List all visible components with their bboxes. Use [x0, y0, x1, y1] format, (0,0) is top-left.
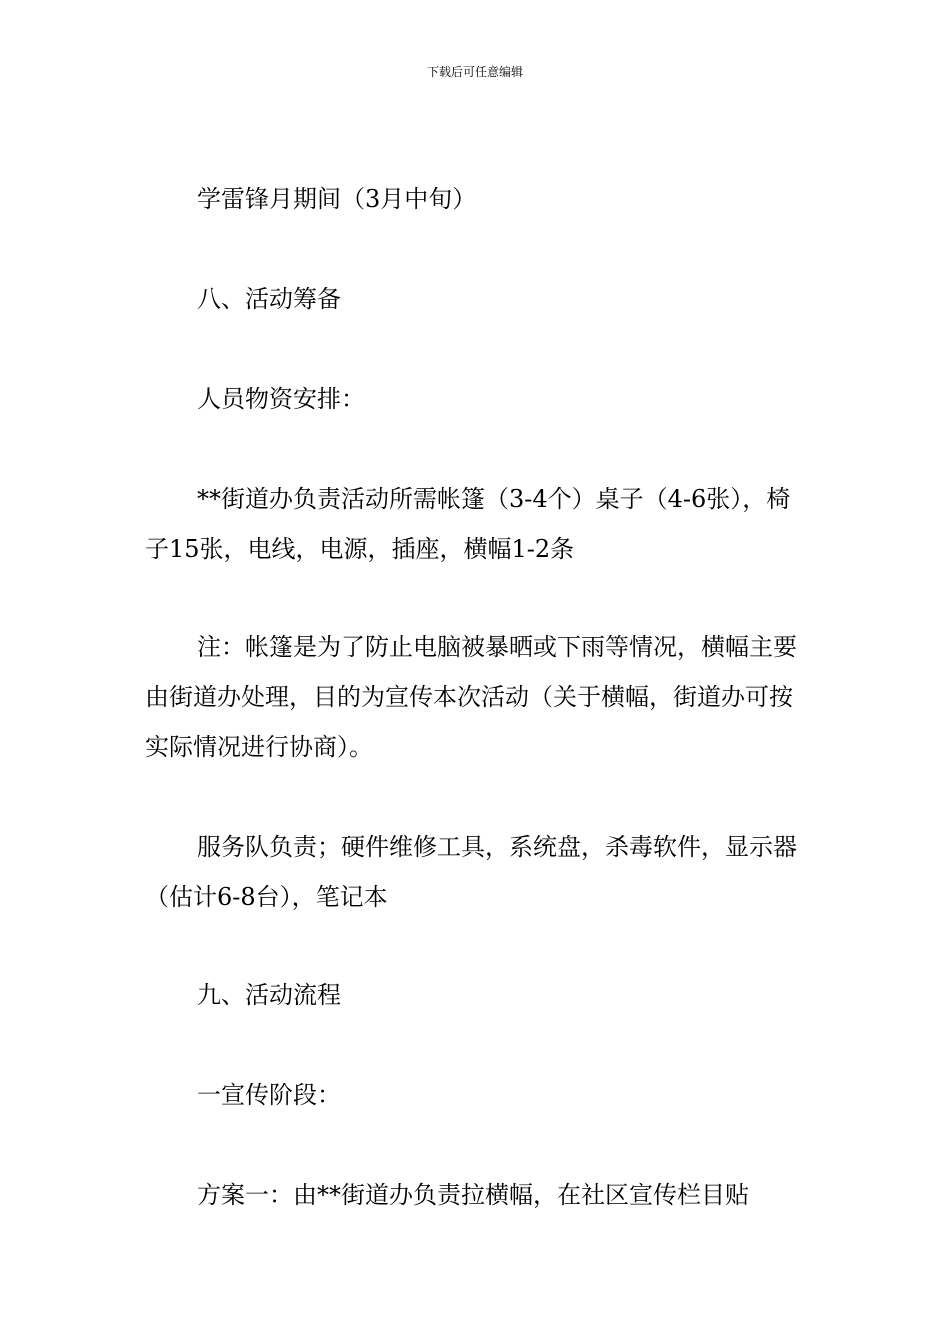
paragraph-time: 学雷锋月期间（3月中旬）	[197, 185, 477, 213]
paragraph-promotion-stage: 一宣传阶段：	[197, 1081, 341, 1109]
paragraph-plan-one: 方案一：由**街道办负责拉横幅，在社区宣传栏目贴	[197, 1181, 749, 1209]
heading-process: 九、活动流程	[197, 981, 341, 1009]
paragraph-note: 注：帐篷是为了防止电脑被暴晒或下雨等情况，横幅主要由街道办处理，目的为宣传本次活动（关于横幅，街道办可按实际情况进行协商）。	[145, 633, 797, 761]
page-header: 下载后可任意编辑	[426, 65, 523, 79]
paragraph-street-office-supplies: **街道办负责活动所需帐篷（3-4个）桌子（4-6张），椅子15张，电线，电源，插座，横幅1-2条	[145, 485, 791, 563]
paragraph-staff-materials: 人员物资安排：	[197, 385, 365, 413]
paragraph-service-team: 服务队负责；硬件维修工具，系统盘，杀毒软件，显示器（估计6-8台），笔记本	[145, 833, 797, 911]
heading-preparation: 八、活动筹备	[197, 285, 341, 313]
